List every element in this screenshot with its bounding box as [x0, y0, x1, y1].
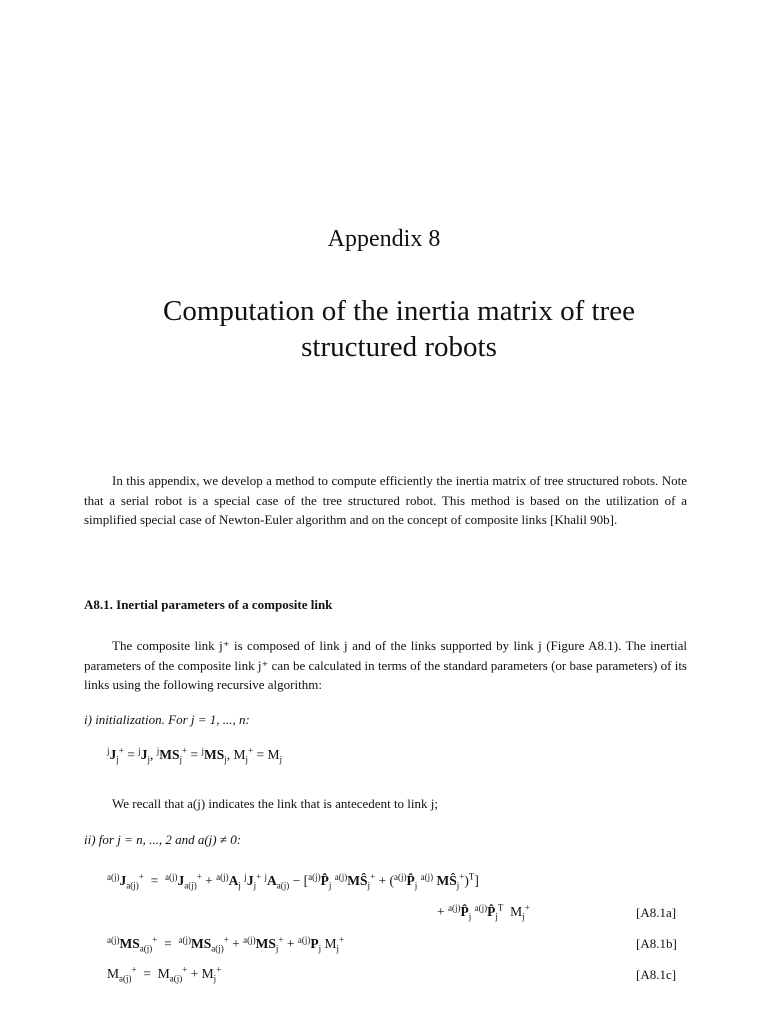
section-heading: A8.1. Inertial parameters of a composite link	[84, 597, 333, 612]
equation-label-a8-1b: [A8.1b]	[636, 936, 677, 951]
equation-label-a8-1c: [A8.1c]	[636, 967, 677, 982]
equation-label-a8-1a: [A8.1a]	[636, 905, 677, 920]
equation-a8-1a-line-1: $^{a(j)}J_{a(j)}^+ = ^{a(j)}J_{a(j)}^+ + ^{a(j)}A_j$ $^jJ_j^+$ $^jA_{a(j)}$ − [$^{a(j)}P̂_j$ $^{a(j)}MŜ_j^+$ + ($^{a(j)}P̂_j$ $^{a(j)}$ $MŜ_j^+)^T$]	[107, 871, 479, 891]
equation-a8-1b: $^{a(j)}MS_{a(j)}^+ = ^{a(j)}MS_{a(j)}^+ + ^{a(j)}MS_j^+ + ^{a(j)}P_j$ $M_j^+$	[107, 934, 345, 954]
initialization-equation: $^jJ_j^+ = ^jJ_j$, $^jMS_j^+ = ^jMS_j$, $M_j^+ = M_j$	[107, 745, 283, 765]
step-initialization: i) initialization. For j = 1, ..., n:	[84, 712, 250, 727]
chapter-title-line-1: Computation of the inertia matrix of tree	[163, 295, 635, 327]
equation-a8-1c: $M_{a(j)}^+ = M_{a(j)}^+ + M_j^+$	[107, 964, 222, 984]
equation-a8-1a-line-2: + $^{a(j)}P̂_j$ $^{a(j)}P̂_j^T$ $M_j^+$	[437, 902, 530, 922]
section-paragraph: The composite link j⁺ is composed of link j and of the links supported by link j (Figure A8.1). The inertial parameters of the composite link j⁺ can be calculated in terms of the standard parameters (or base parameters) of its links using the following recursive algorithm:	[84, 638, 687, 692]
appendix-label: Appendix 8	[327, 226, 441, 252]
chapter-title-line-2: structured robots	[301, 331, 497, 363]
step-recursion: ii) for j = n, ..., 2 and a(j) ≠ 0:	[84, 832, 242, 847]
recall-paragraph: We recall that a(j) indicates the link that is antecedent to link j;	[112, 796, 439, 811]
chapter-title	[100, 293, 698, 365]
intro-paragraph: In this appendix, we develop a method to compute efficiently the inertia matrix of tree structured robots. Note that a serial robot is a special case of the tree structured robot. This method is based on the utilization of a simplified special case of Newton-Euler algorithm and on the concept of composite links [Khalil 90b].	[84, 473, 687, 527]
